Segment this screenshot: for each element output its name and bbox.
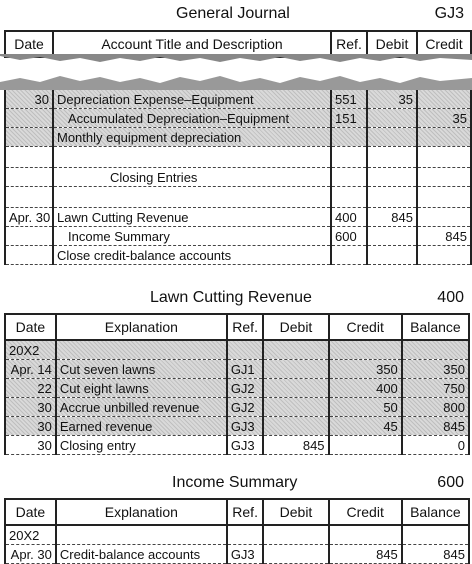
col-date: Date <box>5 31 53 57</box>
lawn-cutting-revenue-account-number: 400 <box>437 289 464 306</box>
table-row: 20X2 <box>5 340 469 360</box>
general-journal-title: General Journal <box>176 5 290 22</box>
lawn-cutting-revenue-title: Lawn Cutting Revenue <box>150 289 312 306</box>
table-row: 30 Earned revenue GJ3 45 845 <box>5 417 469 436</box>
col-debit: Debit <box>263 314 328 340</box>
table-row: 30 Closing entry GJ3 845 0 <box>5 436 469 455</box>
col-balance: Balance <box>402 499 469 525</box>
table-row: Close credit-balance accounts <box>5 246 471 265</box>
col-ref: Ref. <box>331 31 367 57</box>
table-row: 30 Depreciation Expense–Equipment 551 35 <box>5 90 471 109</box>
col-balance: Balance <box>402 314 469 340</box>
col-explanation: Explanation <box>56 314 227 340</box>
table-row: Income Summary 600 845 <box>5 227 471 246</box>
col-credit: Credit <box>329 314 402 340</box>
col-ref: Ref. <box>227 314 264 340</box>
table-row: Apr. 14 Cut seven lawns GJ1 350 350 <box>5 360 469 379</box>
table-row: Accumulated Depreciation–Equipment 151 35 <box>5 109 471 128</box>
col-account: Account Title and Description <box>53 31 331 57</box>
col-date: Date <box>5 499 56 525</box>
lawn-cutting-revenue-ledger <box>4 313 470 455</box>
journal-page-number: GJ3 <box>434 5 464 22</box>
col-date: Date <box>5 314 56 340</box>
torn-edge-top <box>0 54 472 66</box>
col-credit: Credit <box>417 31 471 57</box>
col-debit: Debit <box>367 31 417 57</box>
table-row <box>5 187 471 208</box>
table-row: Apr. 30 Credit-balance accounts GJ3 845 845 <box>5 545 469 564</box>
table-row: 30 Accrue unbilled revenue GJ2 50 800 <box>5 398 469 417</box>
table-row: 22 Cut eight lawns GJ2 400 750 <box>5 379 469 398</box>
table-row: Apr. 30 Lawn Cutting Revenue 400 845 <box>5 208 471 227</box>
table-row: Closing Entries <box>5 168 471 187</box>
general-journal-body <box>4 90 472 265</box>
table-row: 20X2 <box>5 525 469 545</box>
col-explanation: Explanation <box>56 499 227 525</box>
income-summary-ledger <box>4 498 470 564</box>
col-ref: Ref. <box>227 499 264 525</box>
income-summary-account-number: 600 <box>437 474 464 491</box>
table-row: Monthly equipment depreciation <box>5 128 471 147</box>
col-debit: Debit <box>263 499 328 525</box>
col-credit: Credit <box>329 499 402 525</box>
income-summary-title: Income Summary <box>172 474 298 491</box>
table-row <box>5 147 471 168</box>
torn-edge-bottom <box>0 72 472 92</box>
